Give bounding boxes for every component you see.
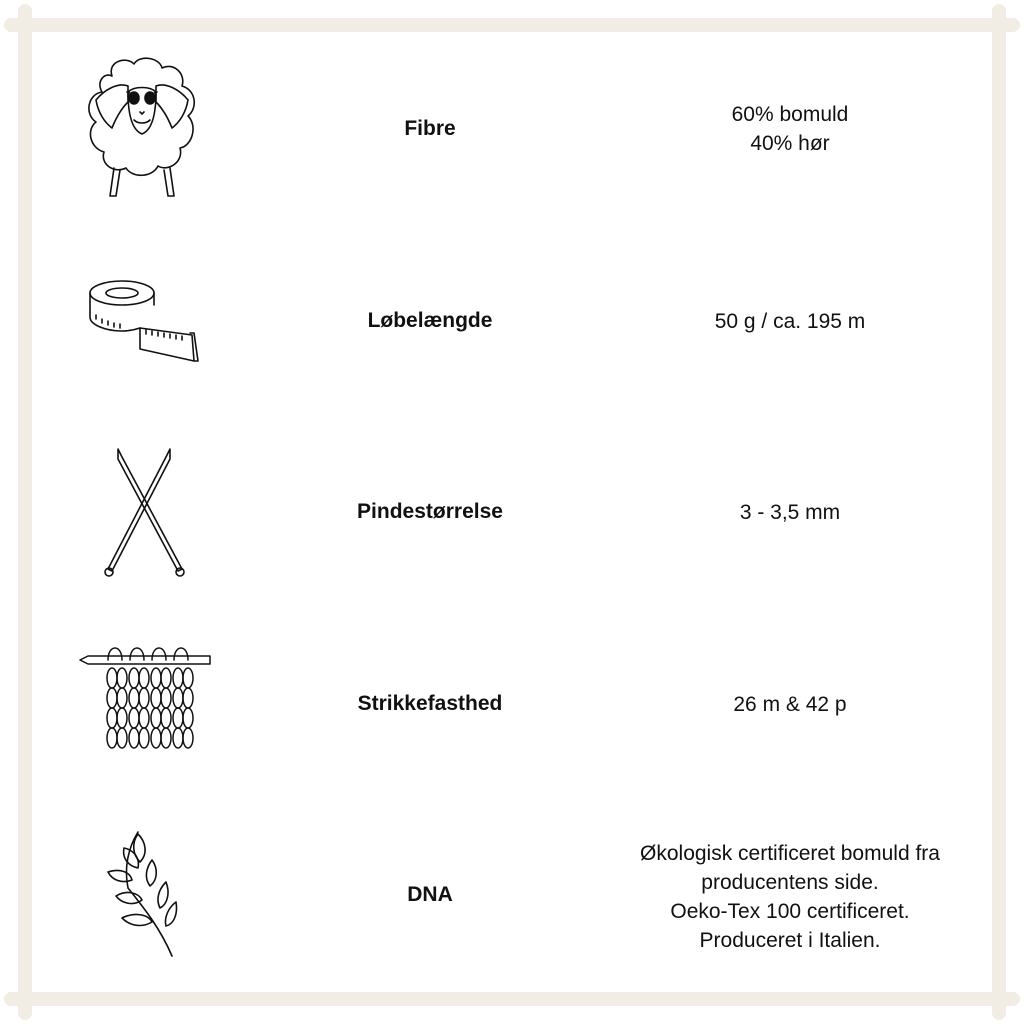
knitted-swatch-icon xyxy=(78,640,213,765)
spec-value-line: 3 - 3,5 mm xyxy=(739,501,841,524)
spec-value-dna xyxy=(590,839,990,955)
frame-bottom-border xyxy=(4,992,1020,1006)
spec-value-fibre xyxy=(590,100,990,158)
spec-label-loebelaengde: Løbelængde xyxy=(367,309,493,332)
spec-value-line: 60% bomuld xyxy=(731,103,849,126)
spec-value-line: Produceret i Italien. xyxy=(699,929,881,952)
spec-value-line: 26 m & 42 p xyxy=(733,693,847,716)
spec-label-dna: DNA xyxy=(407,883,453,906)
frame-top-border xyxy=(4,18,1020,32)
spec-value-strikkefasthed xyxy=(590,690,990,719)
spec-value-line: Økologisk certificeret bomuld fra xyxy=(640,842,940,865)
sheep-icon xyxy=(82,56,202,201)
spec-value-loebelaengde xyxy=(590,307,990,336)
spec-value-line: Oeko-Tex 100 certificeret. xyxy=(670,900,910,923)
spec-value-line: 50 g / ca. 195 m xyxy=(714,310,866,333)
spec-label-strikkefasthed: Strikkefasthed xyxy=(357,692,503,715)
spec-value-line: producentens side. xyxy=(701,871,879,894)
spec-value-line: 40% hør xyxy=(750,132,830,155)
spec-value-pindestoerrelse xyxy=(590,498,990,527)
tape-measure-icon xyxy=(82,275,202,365)
frame-right-border xyxy=(992,4,1006,1020)
frame-left-border xyxy=(18,4,32,1020)
spec-label-pindestoerrelse: Pindestørrelse xyxy=(357,500,503,523)
plant-branch-icon xyxy=(100,828,190,963)
knitting-needles-icon xyxy=(100,445,190,580)
spec-label-fibre: Fibre xyxy=(404,117,456,140)
